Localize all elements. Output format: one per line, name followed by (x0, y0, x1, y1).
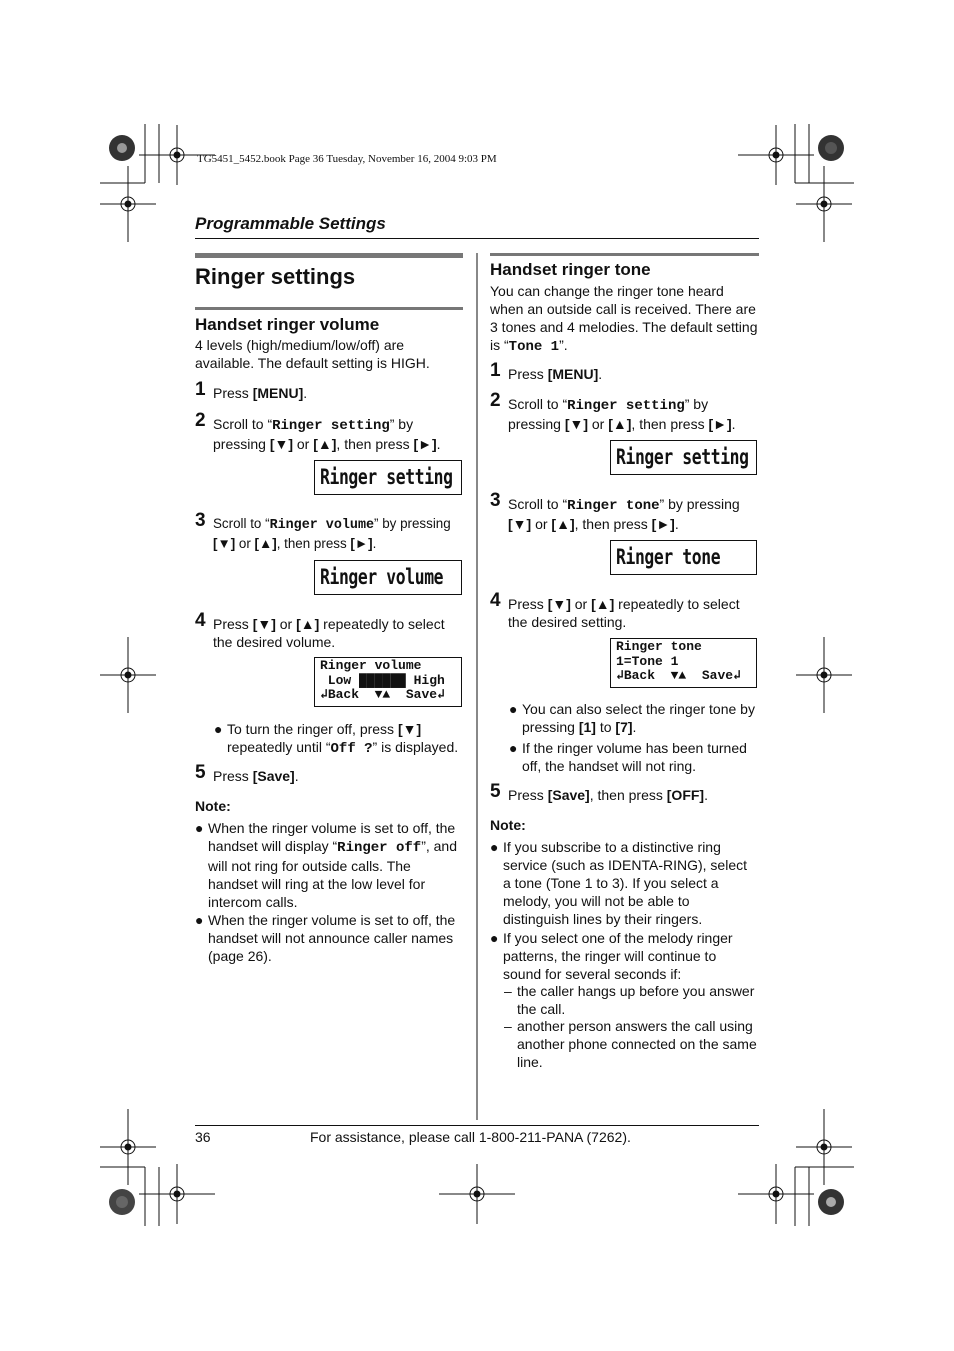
key-1: [1] (578, 719, 596, 735)
ringer-off-code: Ringer off (337, 840, 422, 856)
file-header: TG5451_5452.book Page 36 Tuesday, November 16, 2004 9:03 PM (197, 153, 497, 165)
tone-code: Tone 1 (508, 339, 560, 355)
step-text: ” by pressing (508, 396, 709, 432)
lcd-display-ringer-setting-2 (610, 440, 757, 475)
bullet-icon: ● (195, 820, 204, 836)
right-key: [►] (708, 416, 732, 432)
step-text: . (598, 366, 603, 382)
step-number: 1 (195, 379, 206, 400)
up-key: [▲] (551, 516, 575, 532)
down-key: [▼] (252, 616, 276, 632)
section-header: Programmable Settings (195, 214, 386, 233)
step-text: or (293, 436, 314, 452)
bullet-text: To turn the ringer off, press (227, 721, 398, 737)
note-text: When the ringer volume is set to off, the handset will display “ (208, 820, 456, 854)
bullet-text: to (595, 719, 616, 735)
lcd-text: Ringer setting (320, 465, 453, 489)
step-text: Scroll to “ (508, 496, 568, 512)
intro-text: ”. (559, 337, 568, 353)
intro-text: You can change the ringer tone heard when an outside call is received. There are 3 tones and 4 melodies. The default setting is “ (490, 283, 758, 353)
bullet-icon: ● (509, 701, 518, 717)
lcd-display-ringer-tone (610, 540, 757, 575)
menu-key: [MENU] (252, 385, 304, 401)
step-text: . (674, 516, 679, 532)
step-text: Scroll to “ (508, 396, 568, 412)
right-key: [►] (413, 436, 437, 452)
right-step-1 (490, 360, 758, 383)
step-text: Scroll to “ (213, 416, 273, 432)
menu-key: [MENU] (547, 366, 599, 382)
bullet-icon: ● (214, 721, 223, 737)
bullet-text: repeatedly until “ (227, 739, 331, 755)
down-key: [▼] (547, 596, 571, 612)
title-rule-bottom (195, 307, 463, 310)
note-text: the caller hangs up before you answer the call. (517, 983, 755, 1017)
step-text: Press (508, 366, 548, 382)
step-number: 5 (195, 762, 206, 783)
right-bullet-1 (509, 700, 761, 736)
up-key: [▲] (591, 596, 615, 612)
step-number: 1 (490, 360, 501, 381)
left-note-1 (195, 819, 463, 911)
lcd-line-1: Ringer tone (616, 639, 702, 654)
step-text: Press (508, 596, 548, 612)
left-step-4 (195, 610, 463, 651)
save-key: [Save] (547, 787, 590, 803)
step-text: Press (213, 616, 253, 632)
dash-icon: – (504, 1018, 512, 1034)
title-rule-top (195, 253, 463, 258)
right-heading-rule (490, 253, 759, 256)
lcd-text (616, 640, 741, 684)
step-text: . (303, 385, 308, 401)
step-text: , then press (589, 787, 667, 803)
left-step-3 (195, 510, 467, 553)
bullet-text: You can also select the ringer tone by pressing (522, 701, 755, 735)
step-number: 2 (195, 410, 206, 431)
step-number: 2 (490, 390, 501, 411)
save-key: [Save] (252, 768, 295, 784)
step-text: or (235, 536, 255, 551)
bullet-text: ” is displayed. (372, 739, 459, 755)
menu-code: Ringer tone (567, 498, 660, 514)
right-heading: Handset ringer tone (490, 260, 651, 279)
lcd-text: Ringer volume (320, 565, 444, 589)
step-text: . (436, 436, 441, 452)
page-title: Ringer settings (195, 264, 356, 289)
note-text: another person answers the call using another phone connected on the same line. (517, 1018, 757, 1070)
right-step-4 (490, 590, 758, 631)
menu-code: Ringer setting (567, 398, 685, 414)
step-text: Scroll to “ (213, 516, 270, 531)
down-key: [▼] (564, 416, 588, 432)
right-step-2 (490, 390, 758, 433)
note-text: If you select one of the melody ringer patterns, the ringer will continue to sound for several seconds if: (503, 930, 733, 982)
left-step-1 (195, 379, 463, 402)
off-key: [OFF] (666, 787, 705, 803)
menu-code: Ringer volume (269, 518, 375, 533)
step-text: , then press (631, 416, 709, 432)
lcd-text (320, 659, 445, 703)
step-text: or (531, 516, 552, 532)
step-text: ” by pressing (374, 516, 451, 531)
right-key: [►] (350, 536, 373, 551)
step-number: 4 (490, 590, 501, 611)
dash-icon: – (504, 983, 512, 999)
left-step-2 (195, 410, 463, 453)
lcd-display-tone-select (610, 638, 757, 688)
lcd-text: Ringer setting (616, 445, 749, 469)
step-text: Press (508, 787, 548, 803)
bullet-icon: ● (509, 740, 518, 756)
step-text: . (731, 416, 736, 432)
step-number: 3 (195, 510, 206, 531)
right-note-label: Note: (490, 817, 526, 833)
step-text: Press (213, 768, 253, 784)
up-key: [▲] (296, 616, 320, 632)
bullet-text: . (632, 719, 637, 735)
step-text: ” by pressing (213, 416, 414, 452)
down-key: [▼] (397, 721, 422, 737)
page-number: 36 (195, 1129, 211, 1145)
right-dash-1 (504, 982, 760, 1018)
step-text: . (372, 536, 377, 551)
lcd-line-3: ↲Back ▼▲ Save↲ (616, 668, 741, 683)
key-7: [7] (615, 719, 633, 735)
note-text: When the ringer volume is set to off, the handset will not announce caller names (page 26). (208, 912, 456, 964)
note-text: If you subscribe to a distinctive ring service (such as IDENTA-RING), select a tone (Tone 1 to 3). If you select a melody, you will not be able to distinguish lines by their ringers. (503, 839, 748, 927)
step-text: ” by pressing (659, 496, 740, 512)
right-bullet-2 (509, 739, 761, 775)
lcd-text: Ringer tone (616, 545, 721, 569)
bullet-icon: ● (490, 930, 499, 946)
lcd-display-volume-level (314, 657, 462, 707)
step-text: Press (213, 385, 253, 401)
step-number: 3 (490, 490, 501, 511)
up-key: [▲] (608, 416, 632, 432)
lcd-line-2: 1=Tone 1 (616, 653, 679, 669)
step-text: repeatedly to select the desired volume. (213, 616, 445, 650)
up-key: [▲] (313, 436, 337, 452)
lcd-line-3: ↲Back ▼▲ Save↲ (320, 687, 445, 702)
header-rule (195, 238, 759, 239)
right-dash-2 (504, 1017, 760, 1071)
left-note-label: Note: (195, 798, 231, 814)
right-key: [►] (651, 516, 675, 532)
assistance-text: For assistance, please call 1-800-211-PANA (7262). (310, 1129, 631, 1145)
down-key: [▼] (508, 516, 532, 532)
down-key: [▼] (269, 436, 293, 452)
step-number: 4 (195, 610, 206, 631)
step-text: . (704, 787, 708, 803)
step-text: . (294, 768, 299, 784)
bullet-icon: ● (195, 912, 204, 928)
down-key: [▼] (213, 536, 236, 551)
right-intro (490, 282, 760, 356)
step-text: , then press (574, 516, 652, 532)
lcd-line-1: Ringer volume (320, 658, 422, 673)
right-note-2 (490, 929, 758, 983)
note-text: ”, and will not ring for outside calls. The handset will ring at the low level for intercom calls. (208, 838, 457, 910)
right-note-1 (490, 838, 758, 928)
step-text: , then press (336, 436, 414, 452)
left-bullet-ringer-off (214, 720, 466, 758)
left-note-2 (195, 911, 463, 965)
right-step-3 (490, 490, 758, 533)
lcd-display-ringer-volume (314, 560, 462, 595)
step-text: repeatedly to select the desired setting. (508, 596, 740, 630)
step-text: or (275, 616, 297, 632)
left-heading: Handset ringer volume (195, 315, 380, 334)
step-text: or (570, 596, 592, 612)
right-step-5 (490, 781, 758, 804)
bullet-text: If the ringer volume has been turned off, the handset will not ring. (522, 740, 747, 774)
left-step-5 (195, 762, 463, 785)
footer-rule (195, 1125, 759, 1126)
bullet-icon: ● (490, 839, 499, 855)
left-intro: 4 levels (high/medium/low/off) are available. The default setting is HIGH. (195, 337, 430, 371)
step-text: or (588, 416, 609, 432)
lcd-display-ringer-setting (314, 460, 462, 495)
step-text: , then press (276, 536, 351, 551)
lcd-line-2: Low ██████ High (320, 672, 445, 688)
menu-code: Ringer setting (272, 418, 390, 434)
off-code: Off ? (330, 741, 373, 757)
up-key: [▲] (254, 536, 277, 551)
step-number: 5 (490, 781, 501, 802)
